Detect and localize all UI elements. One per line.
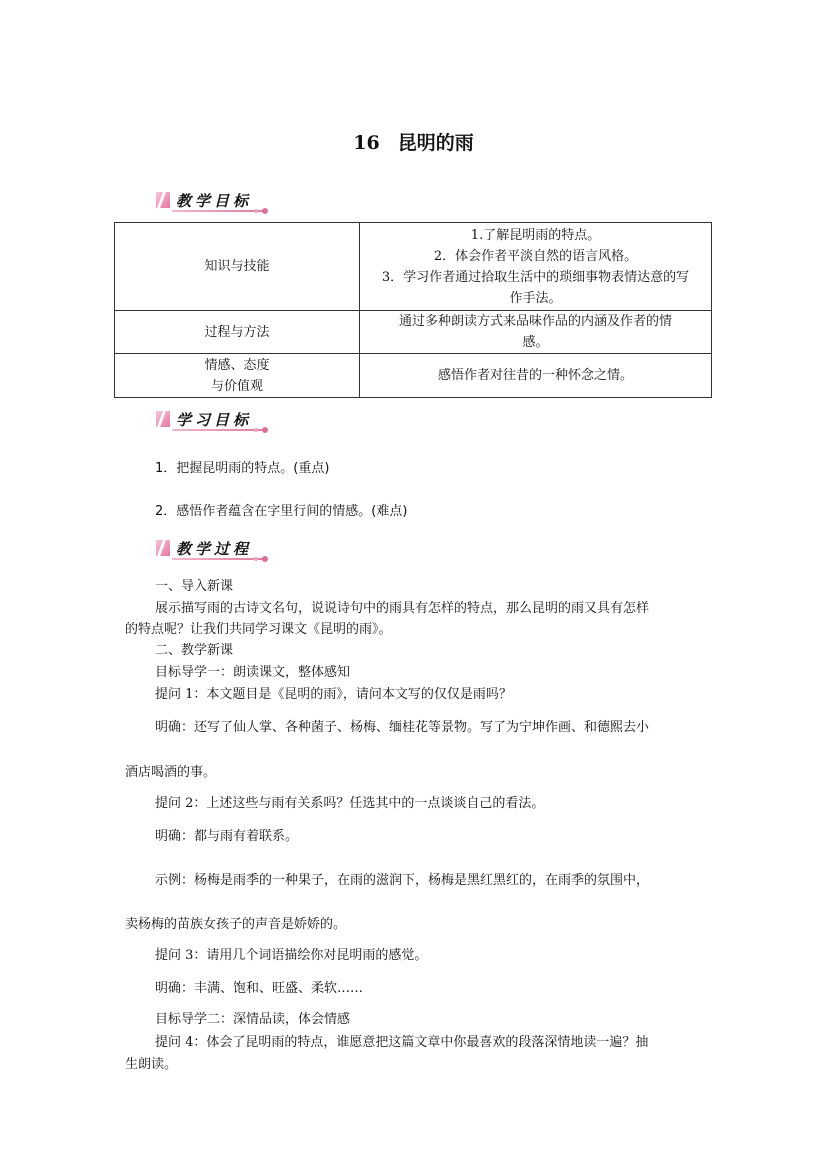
question-4-cont: 生朗读。 [125,1057,178,1072]
example-cont: 卖杨梅的苗族女孩子的声音是娇娇的。 [125,917,347,932]
answer-1: 明确：还写了仙人掌、各种菌子、杨梅、缅桂花等景物。写了为宁坤作画、和德熙去小 [155,720,650,735]
answer-3: 明确：丰满、饱和、旺盛、柔软…… [155,981,364,996]
table-row [115,223,712,311]
paragraph: 展示描写雨的古诗文名句，说说诗句中的雨具有怎样的特点，那么昆明的雨又具有怎样 [155,601,650,616]
heading-intro: 一、导入新课 [155,579,234,594]
section-header-learning-goals [152,410,270,432]
question-4: 提问 4：体会了昆明雨的特点，谁愿意把这篇文章中你最喜欢的段落深情地读一遍？抽 [155,1035,649,1050]
table-value: 通过多种朗读方式来品味作品的内涵及作者的情 感。 [360,311,712,354]
goal-guide-2: 目标导学二：深情品读，体会情感 [155,1012,351,1027]
table-value: 1.了解昆明雨的特点。 2．体会作者平淡自然的语言风格。 3．学习作者通过拾取生活中的琐细事物表情达意的写 作手法。 [360,223,712,311]
page-title [0,128,827,155]
table-key: 情感、态度 与价值观 [115,354,360,398]
paragraph: 的特点呢？让我们共同学习课文《昆明的雨》。 [125,622,392,637]
table-value: 感悟作者对往昔的一种怀念之情。 [360,354,712,398]
table-row [115,354,712,398]
table-key: 过程与方法 [115,311,360,354]
section-header-teaching-goals [152,191,270,213]
lesson-number: 16 [353,132,380,154]
learning-goal-item: 2．感悟作者蕴含在字里行间的情感。(难点) [155,504,408,519]
answer-2: 明确：都与雨有着联系。 [155,829,299,844]
answer-1-cont: 酒店喝酒的事。 [125,765,217,780]
heading-new-lesson: 二、教学新课 [155,643,234,658]
question-1: 提问 1：本文题目是《昆明的雨》，请问本文写的仅仅是雨吗？ [155,687,512,702]
goals-table [114,222,712,398]
lesson-title: 昆明的雨 [397,132,474,154]
table-row [115,311,712,354]
question-2: 提问 2：上述这些与雨有关系吗？任选其中的一点谈谈自己的看法。 [155,796,545,811]
example: 示例：杨梅是雨季的一种果子，在雨的滋润下，杨梅是黑红黑红的，在雨季的氛围中， [155,873,650,888]
table-key: 知识与技能 [115,223,360,311]
question-3: 提问 3：请用几个词语描绘你对昆明雨的感觉。 [155,948,428,963]
section-label: 教学过程 [176,540,253,558]
learning-goal-item: 1．把握昆明雨的特点。(重点) [155,461,330,476]
section-label: 学习目标 [176,411,253,429]
goal-guide-1: 目标导学一：朗读课文，整体感知 [155,665,351,680]
section-label: 教学目标 [176,192,253,210]
section-header-teaching-process [152,539,270,561]
